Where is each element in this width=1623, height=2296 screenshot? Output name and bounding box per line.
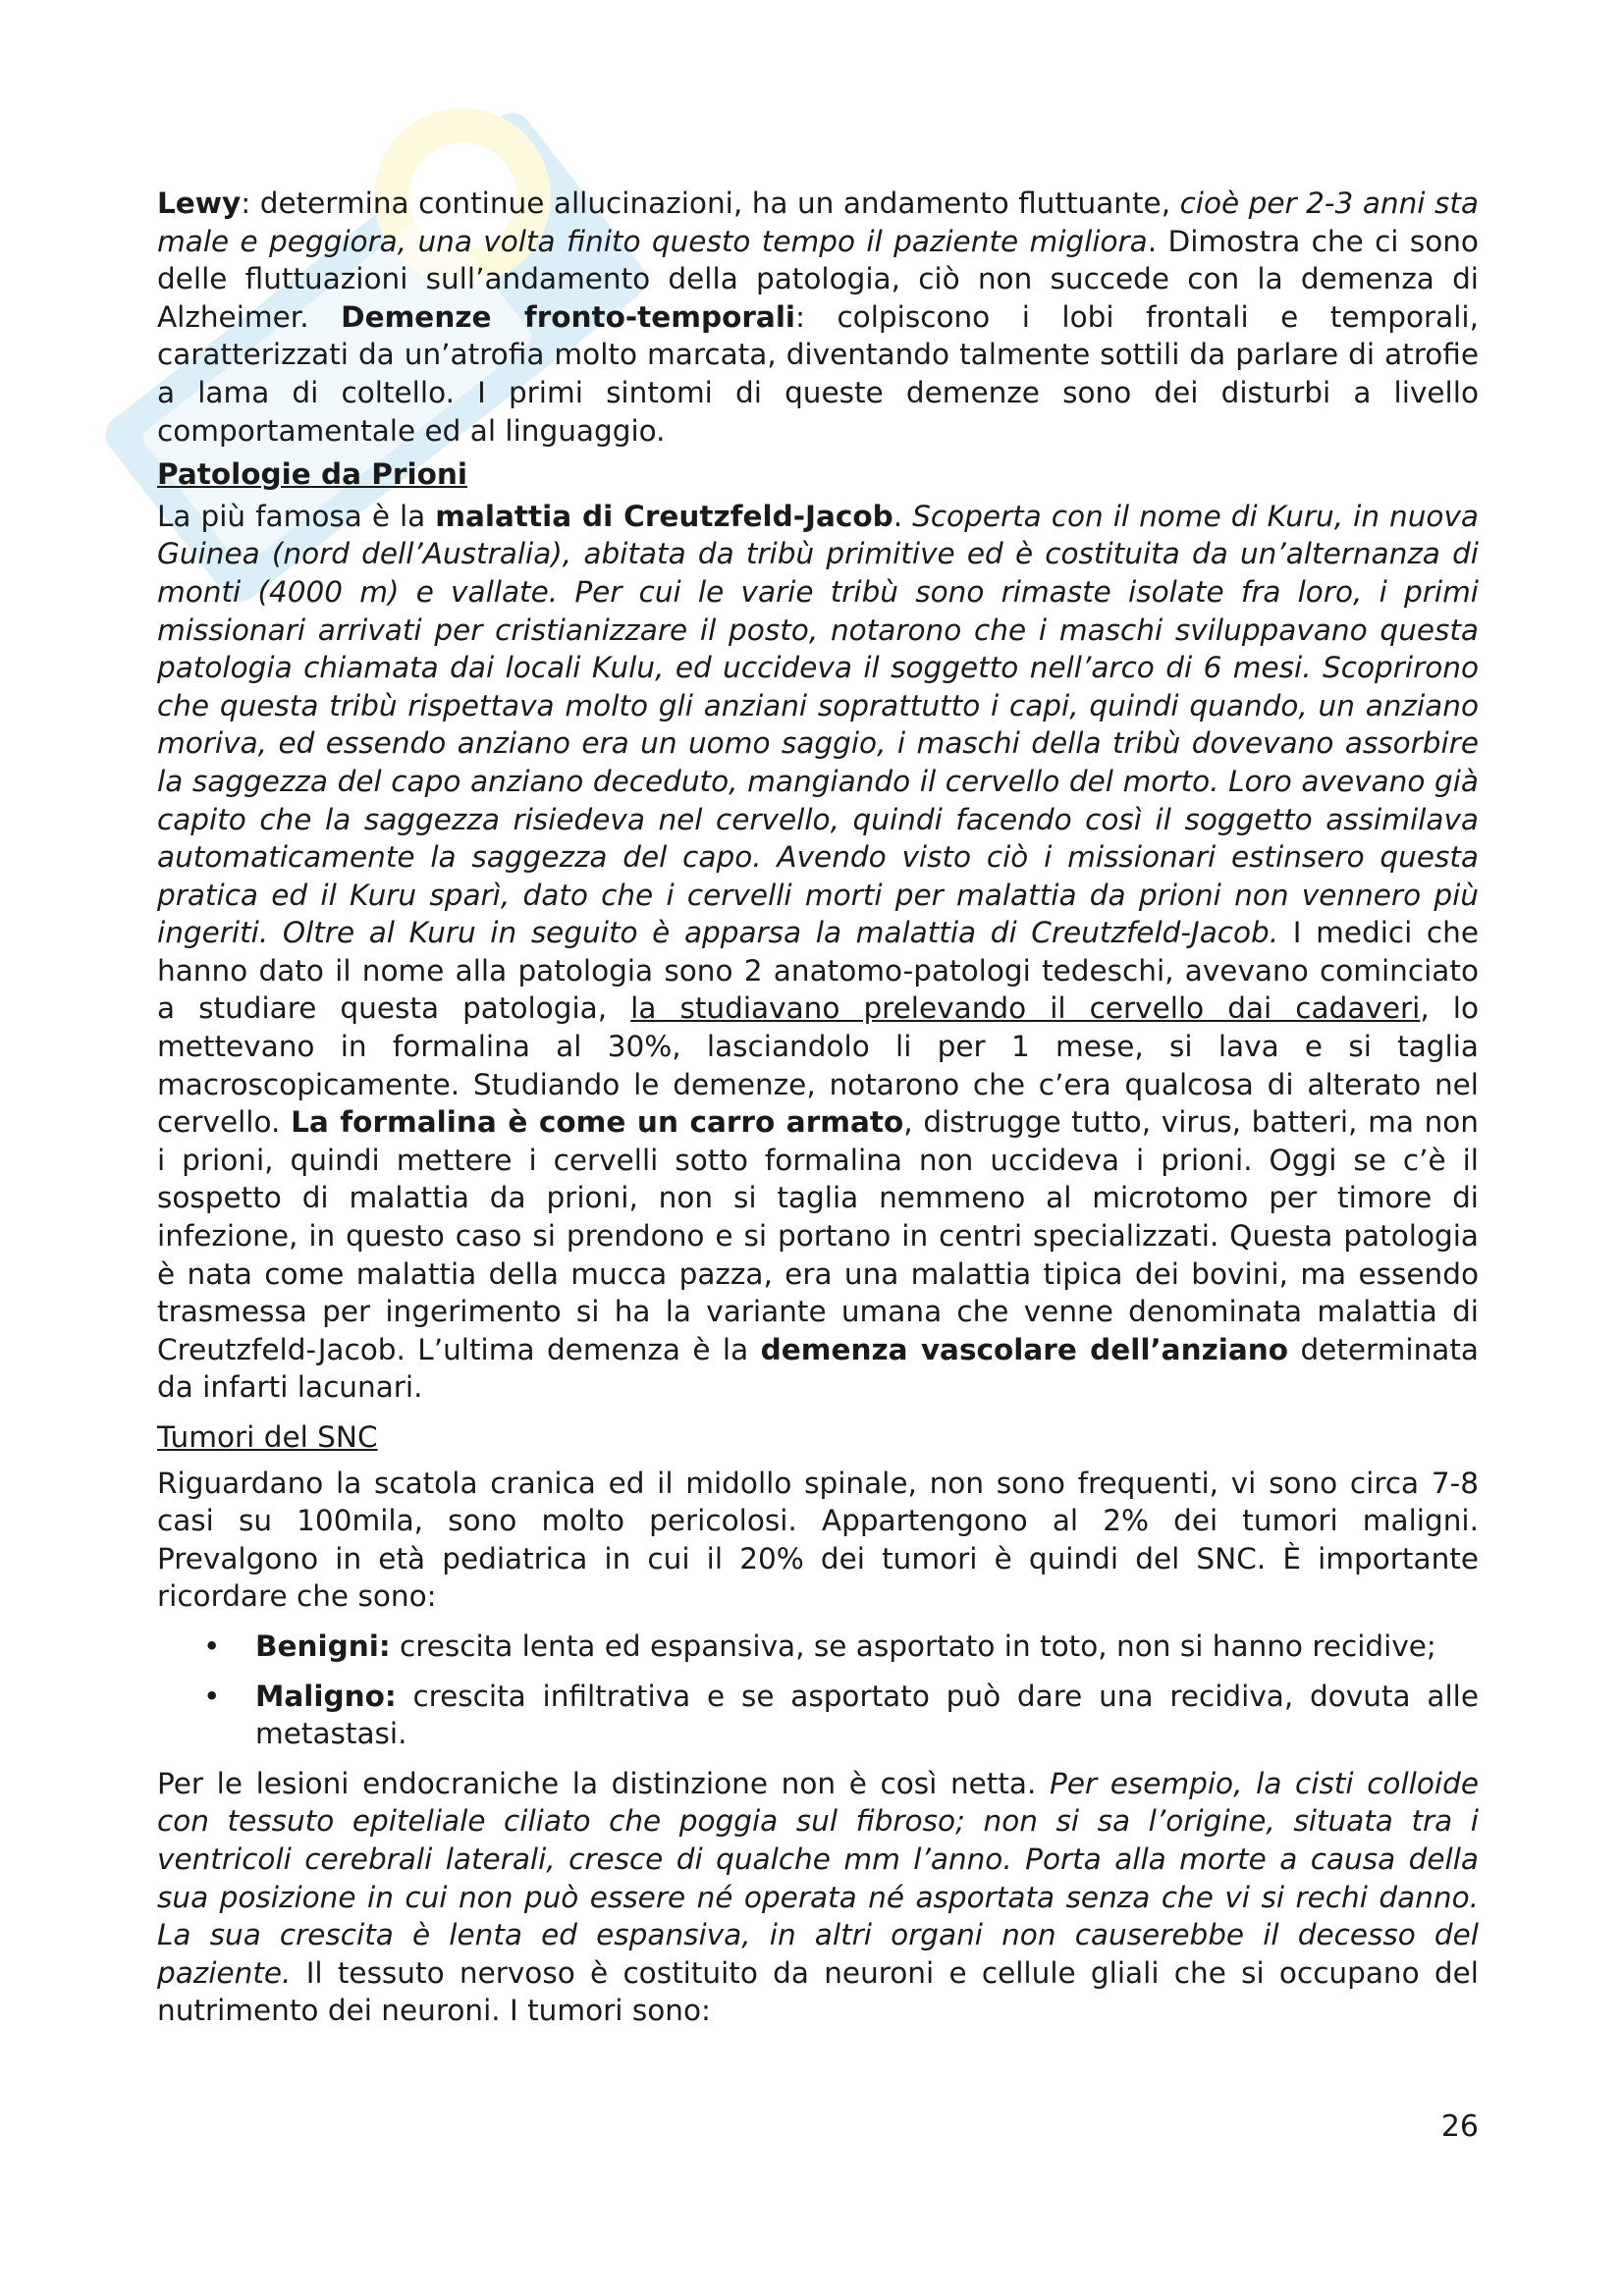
underlined-text: la studiavano prelevando il cervello dai cadaveri [630, 991, 1421, 1026]
paragraph-prioni: La più famosa è la malattia di Creutzfeld-Jacob. Scoperta con il nome di Kuru, in nuova Guinea (nord dell’Australia), abitata da tribù primitive ed è costituita da un’alternanza di monti (4000 m) e vallate. Per cui le varie tribù sono rimaste isolate fra loro, i primi missionari arrivati per cristianizzare il posto, notarono che i maschi sviluppavano questa patologia chiamata dai locali Kulu, ed uccideva il soggetto nell’arco di 6 mesi. Scoprirono che questa tribù rispettava molto gli anziani soprattutto i capi, quindi quando, un anziano moriva, ed essendo anziano era un uomo saggio, i maschi della tribù dovevano assorbire la saggezza del capo anziano deceduto, mangiando il cervello del morto. Loro avevano già capito che la saggezza risiedeva nel cervello, quindi facendo così il soggetto assimilava automaticamente la saggezza del capo. Avendo visto ciò i missionari estinsero questa pratica ed il Kuru sparì, dato che i cervelli morti per malattia da prioni non vennero più ingeriti. Oltre al Kuru in seguito è apparsa la malattia di Creutzfeld-Jacob. I medici che hanno dato il nome alla patologia sono 2 anatomo-patologi tedeschi, avevano cominciato a studiare questa patologia, la studiavano prelevando il cervello dai cadaveri, lo mettevano in formalina al 30%, lasciandolo li per 1 mese, si lava e si taglia macroscopicamente. Studiando le demenze, notarono che c’era qualcosa di alterato nel cervello. La formalina è come un carro armato, distrugge tutto, virus, batteri, ma non i prioni, quindi mettere i cervelli sotto formalina non uccideva i prioni. Oggi se c’è il sospetto di malattia da prioni, non si taglia nemmeno al microtomo per timore di infezione, in questo caso si prendono e si portano in centri specializzati. Questa patologia è nata come malattia della mucca pazza, era una malattia tipica dei bovini, ma essendo trasmessa per ingerimento si ha la variante umana che venne denominata malattia di Creutzfeld-Jacob. L’ultima demenza è la demenza vascolare dell’anziano determinata da infarti lacunari. [157, 499, 1480, 1405]
bold-term: demenza vascolare dell’anziano [760, 1332, 1289, 1366]
paragraph-snc: Riguardano la scatola cranica ed il midollo spinale, non sono frequenti, vi sono circa 7-8 casi su 100mila, sono molto pericolosi. Appartengono al 2% dei tumori maligni. Prevalgono in età pediatrica in cui il 20% dei tumori è quindi del SNC. È importante ricordare che sono: [157, 1466, 1479, 1614]
list-item: • Benigni: crescita lenta ed espansiva, se asportato in toto, non si hanno recidive; [157, 1628, 1479, 1666]
page-number: 26 [1440, 2109, 1479, 2144]
bold-term: Demenze fronto-temporali [341, 299, 796, 334]
italic-text: Per esempio, la cisti colloide con tessuto epiteliale ciliato che poggia sul fibroso; non si sa l’origine, situata tra i ventricoli cerebrali laterali, cresce di qualche mm l’anno. Porta alla morte a causa della sua posizione in cui non può essere né operata né asportata senza che vi si rechi danno. La sua crescita è lenta ed espansiva, in altri organi non causerebbe il decesso del paziente. [157, 1766, 1479, 1990]
tumor-types-list [157, 1628, 1479, 1753]
italic-text: Scoperta con il nome di Kuru, in nuova Guinea (nord dell’Australia), abitata da tribù primitive ed è costituita da un’alternanza di monti (4000 m) e vallate. Per cui le varie tribù sono rimaste isolate fra loro, i primi missionari arrivati per cristianizzare il posto, notarono che i maschi sviluppavano questa patologia chiamata dai locali Kulu, ed uccideva il soggetto nell’arco di 6 mesi. Scoprirono che questa tribù rispettava molto gli anziani soprattutto i capi, quindi quando, un anziano moriva, ed essendo anziano era un uomo saggio, i maschi della tribù dovevano assorbire la saggezza del capo anziano deceduto, mangiando il cervello del morto. Loro avevano già capito che la saggezza risiedeva nel cervello, quindi facendo così il soggetto assimilava automaticamente la saggezza del capo. Avendo visto ciò i missionari estinsero questa pratica ed il Kuru sparì, dato che i cervelli morti per malattia da prioni non vennero più ingeriti. Oltre al Kuru in seguito è apparsa la malattia di Creutzfeld-Jacob. [157, 499, 1479, 950]
paragraph-lesioni: Per le lesioni endocraniche la distinzione non è così netta. Per esempio, la cisti colloide con tessuto epiteliale ciliato che poggia sul fibroso; non si sa l’origine, situata tra i ventricoli cerebrali laterali, cresce di qualche mm l’anno. Porta alla morte a causa della sua posizione in cui non può essere né operata né asportata senza che vi si rechi danno. La sua crescita è lenta ed espansiva, in altri organi non causerebbe il decesso del paziente. Il tessuto nervoso è costituito da neuroni e cellule gliali che si occupano del nutrimento dei neuroni. I tumori sono: [157, 1766, 1479, 2028]
bold-term: La formalina è come un carro armato [291, 1105, 904, 1140]
italic-text: cioè per 2-3 anni sta male e peggiora, una volta finito questo tempo il paziente migliora [157, 187, 1479, 258]
bullet-icon: • [203, 1629, 221, 1663]
bold-term: Lewy [157, 187, 242, 220]
paragraph-lewy: Lewy: determina continue allucinazioni, ha un andamento fluttuante, cioè per 2-3 anni sta male e peggiora, una volta finito questo tempo il paziente migliora. Dimostra che ci sono delle fluttuazioni sull’andamento della patologia, ciò non succede con la demenza di Alzheimer. Demenze fronto-temporali: colpiscono i lobi frontali e temporali, caratterizzati da un’atrofia molto marcata, diventando talmente sottili da parlare di atrofie a lama di coltello. I primi sintomi di queste demenze sono dei disturbi a livello comportamentale ed al linguaggio. [157, 187, 1479, 448]
section-heading-prioni: Patologie da Prioni [157, 457, 467, 492]
section-heading-snc: Tumori del SNC [157, 1420, 378, 1454]
list-item-label: Maligno: [255, 1679, 397, 1713]
bold-term: malattia di Creutzfeld-Jacob [435, 499, 893, 533]
document-body [157, 185, 1479, 2030]
list-item: • Maligno: crescita infiltrativa e se asportato può dare una recidiva, dovuta alle metastasi. [203, 1679, 1479, 1751]
bullet-icon: • [203, 1679, 221, 1713]
list-item-label: Benigni: [255, 1629, 391, 1663]
